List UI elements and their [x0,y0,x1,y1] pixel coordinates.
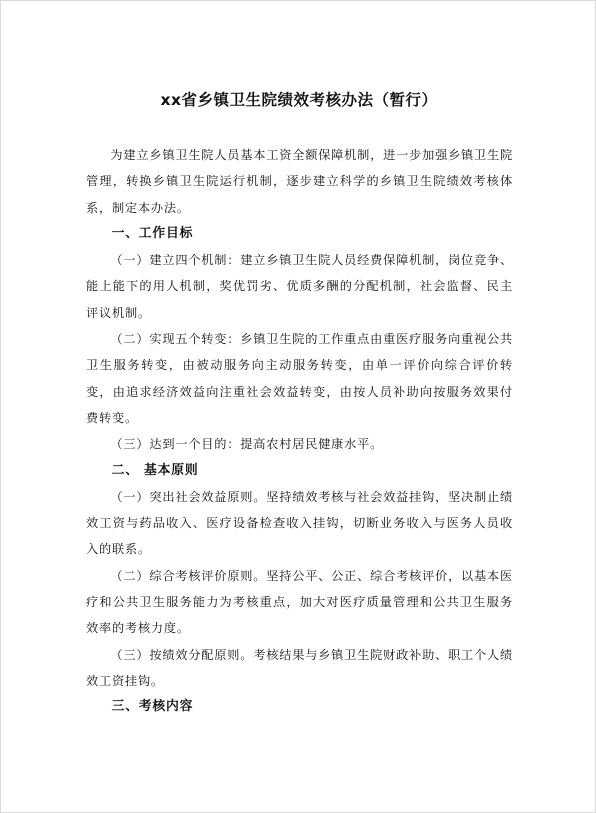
goal-paragraph-3: （三）达到一个目的：提高农村居民健康水平。 [110,437,384,452]
principle-paragraph-3: （三）按绩效分配原则。考核结果与乡镇卫生院财政补助、职工个人绩效工资挂钩。 [86,647,514,688]
section-heading-content: 三、考核内容 [111,699,194,715]
principle-paragraph-2: （二）综合考核评价原则。坚持公平、公正、综合考核评价，以基本医疗和公共卫生服务能力为考核重点，加大对医疗质量管理和公共卫生服务效率的考核力度。 [86,568,514,636]
intro-paragraph: 为建立乡镇卫生院人员基本工资全额保障机制，进一步加强乡镇卫生院管理，转换乡镇卫生院运行机制，逐步建立科学的乡镇卫生院绩效考核体系，制定本办法。 [86,148,514,215]
document-body [86,142,513,721]
section-heading-goals: 一、工作目标 [111,225,194,241]
goal-paragraph-2: （二）实现五个转变：乡镇卫生院的工作重点由重医疗服务向重视公共卫生服务转变，由被动服务向主动服务转变，由单一评价向综合评价转变，由追求经济效益向注重社会效益转变，由按人员补助向按服务效果付费转变。 [86,332,514,425]
section-heading-principles: 二、 基本原则 [111,462,199,478]
goal-paragraph-1: （一）建立四个机制：建立乡镇卫生院人员经费保障机制，岗位竞争、能上能下的用人机制，奖优罚劣、优质多酬的分配机制，社会监督、民主评议机制。 [86,253,514,320]
document-title: xx省乡镇卫生院绩效考核办法（暂行） [160,91,438,109]
principle-paragraph-1: （一）突出社会效益原则。坚持绩效考核与社会效益挂钩，坚决制止绩效工资与药品收入、医疗设备检查收入挂钩，切断业务收入与医务人员收入的联系。 [86,489,514,557]
